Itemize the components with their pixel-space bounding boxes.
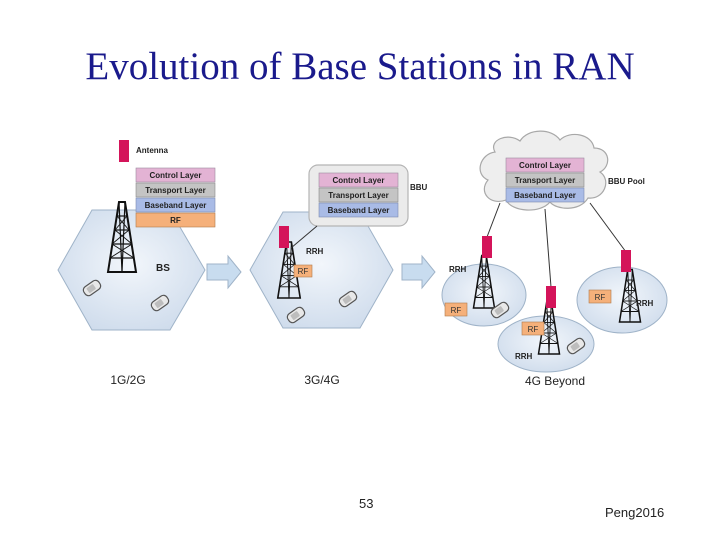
rf-label: RF: [450, 306, 462, 315]
bbu-label: BBU: [410, 183, 428, 192]
bbu-pool-label: BBU Pool: [608, 177, 645, 186]
fronthaul-link: [590, 203, 626, 252]
bbu-unit: [309, 165, 408, 226]
era-label-1g2g: 1G/2G: [110, 373, 146, 387]
antenna-label: Antenna: [136, 146, 168, 155]
rrh-antenna-icon: [482, 236, 492, 258]
rf-label: RF: [594, 293, 606, 302]
evolution-arrow-icon: [207, 256, 241, 288]
era-label-4g-beyond: 4G Beyond: [524, 374, 586, 388]
bbu-pool-cloud: [480, 131, 608, 210]
cell-hexagon-1g2g: [58, 210, 205, 330]
control-layer-label: Control Layer: [332, 176, 385, 185]
transport-layer-label: Transport Layer: [145, 186, 206, 195]
rrh-antenna-icon: [621, 250, 631, 272]
page-number: 53: [359, 496, 374, 511]
rf-label: RF: [527, 325, 539, 334]
baseband-layer-label: Baseband Layer: [144, 201, 207, 210]
era-label-3g4g: 3G/4G: [304, 373, 340, 387]
transport-layer-label: Transport Layer: [328, 191, 389, 200]
evolution-arrow-icon: [402, 256, 435, 288]
fronthaul-link: [545, 209, 551, 287]
transport-layer-label: Transport Layer: [514, 176, 576, 185]
control-layer-label: Control Layer: [149, 171, 202, 180]
baseband-layer-label: Baseband Layer: [514, 191, 576, 200]
antenna-icon: [119, 140, 129, 162]
rf-layer-label: RF: [170, 216, 181, 225]
fronthaul-link: [487, 203, 500, 237]
credit-label: Peng2016: [605, 505, 665, 520]
rrh-antenna-icon: [546, 286, 556, 308]
rrh-label: RRH: [636, 299, 654, 308]
cell-hexagon-3g4g: [250, 212, 393, 328]
layer-stack-bs: [136, 168, 215, 227]
rrh-label: RRH: [515, 352, 533, 361]
rrh-label: RRH: [306, 247, 324, 256]
baseband-layer-label: Baseband Layer: [327, 206, 390, 215]
rrh-antenna-icon: [279, 226, 289, 248]
rrh-label: RRH: [449, 265, 467, 274]
control-layer-label: Control Layer: [518, 161, 572, 170]
slide-title: Evolution of Base Stations in RAN: [85, 45, 635, 88]
rf-label: RF: [297, 267, 309, 276]
bs-label: BS: [156, 263, 170, 274]
